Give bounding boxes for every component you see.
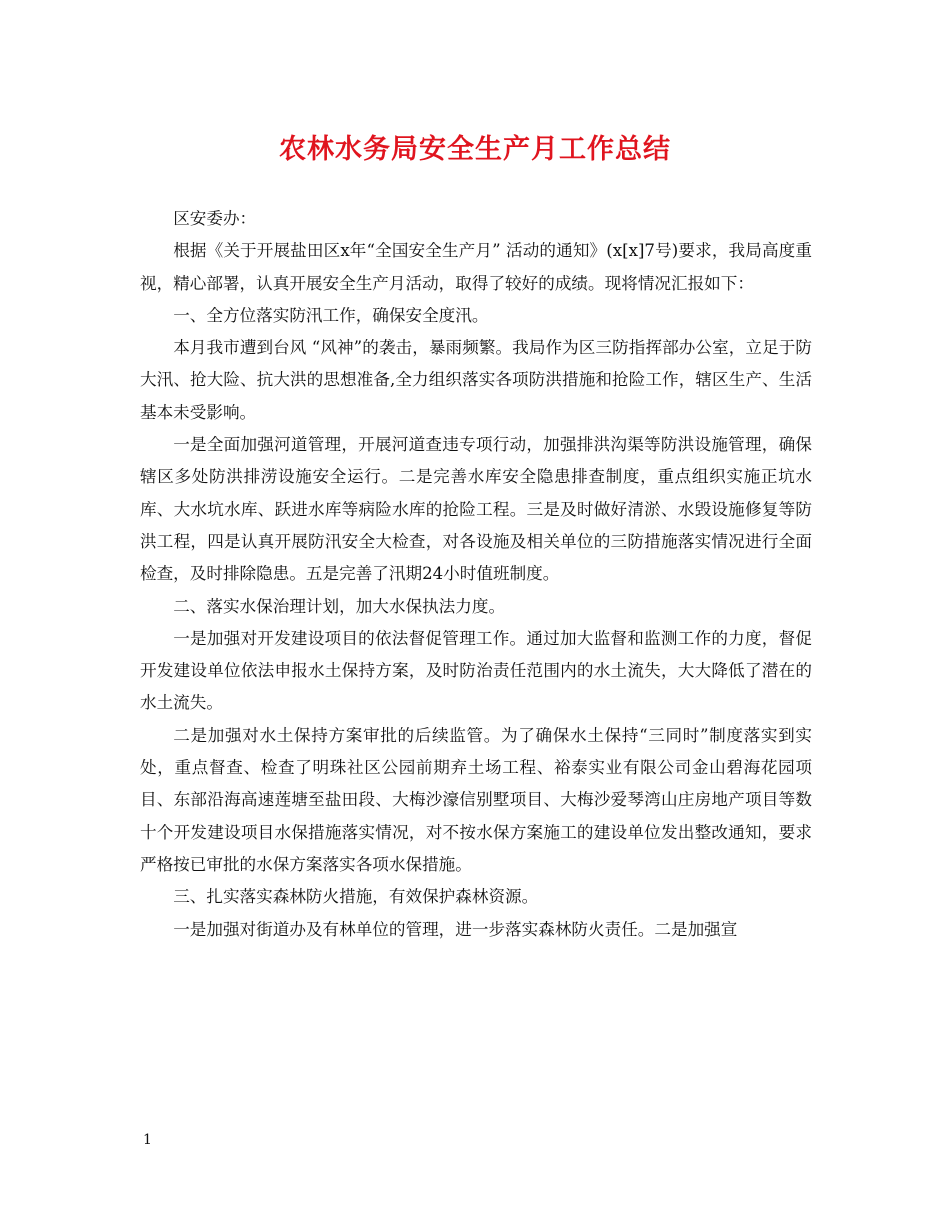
document-title: 农林水务局安全生产月工作总结 (279, 134, 671, 165)
salutation: 区安委办： (173, 209, 257, 228)
document-body (140, 203, 812, 946)
intro-paragraph: 根据《关于开展盐田区x年“全国安全生产月” 活动的通知》(x[x]7号)要求，我局高度重视，精心部署，认真开展安全生产月活动，取得了较好的成绩。现将情况汇报如下： (140, 241, 812, 293)
section-heading-1: 一、全方位落实防汛工作，确保安全度汛。 (173, 305, 489, 325)
body-paragraph: 一是全面加强河道管理，开展河道查违专项行动，加强排洪沟渠等防洪设施管理，确保辖区多处防洪排涝设施安全运行。二是完善水库安全隐患排查制度，重点组织实施正坑水库、大水坑水库、跃进水库等病险水库的抢险工程。三是及时做好清淤、水毁设施修复等防洪工程，四是认真开展防汛安全大检查，对各设施及相关单位的三防措施落实情况进行全面检查，及时排除隐患。五是完善了汛期24小时值班制度。 (140, 435, 812, 584)
body-paragraph: 二是加强对水土保持方案审批的后续监管。为了确保水土保持“三同时”制度落实到实处，重点督查、检查了明珠社区公园前期弃土场工程、裕泰实业有限公司金山碧海花园项目、东部沿海高速莲塘至盐田段、大梅沙濠信别墅项目、大梅沙爱琴湾山庄房地产项目等数十个开发建设项目水保措施落实情况，对不按水保方案施工的建设单位发出整改通知，要求严格按已审批的水保方案落实各项水保措施。 (140, 725, 812, 874)
section-heading-3: 三、扎实落实森林防火措施，有效保护森林资源。 (173, 887, 539, 907)
body-paragraph: 一是加强对街道办及有林单位的管理，进一步落实森林防火责任。二是加强宣 (173, 919, 738, 939)
page-number: 1 (143, 1132, 152, 1148)
body-paragraph: 一是加强对开发建设项目的依法督促管理工作。通过加大监督和监测工作的力度，督促开发建设单位依法申报水土保持方案，及时防治责任范围内的水土流失，大大降低了潜在的水土流失。 (140, 628, 812, 713)
body-paragraph: 本月我市遭到台风 “风神”的袭击，暴雨频繁。我局作为区三防指挥部办公室，立足于防大汛、抢大险、抗大洪的思想准备,全力组织落实各项防洪措施和抢险工作，辖区生产、生活基本未受影响。 (140, 338, 812, 422)
section-heading-2: 二、落实水保治理计划，加大水保执法力度。 (173, 596, 506, 616)
